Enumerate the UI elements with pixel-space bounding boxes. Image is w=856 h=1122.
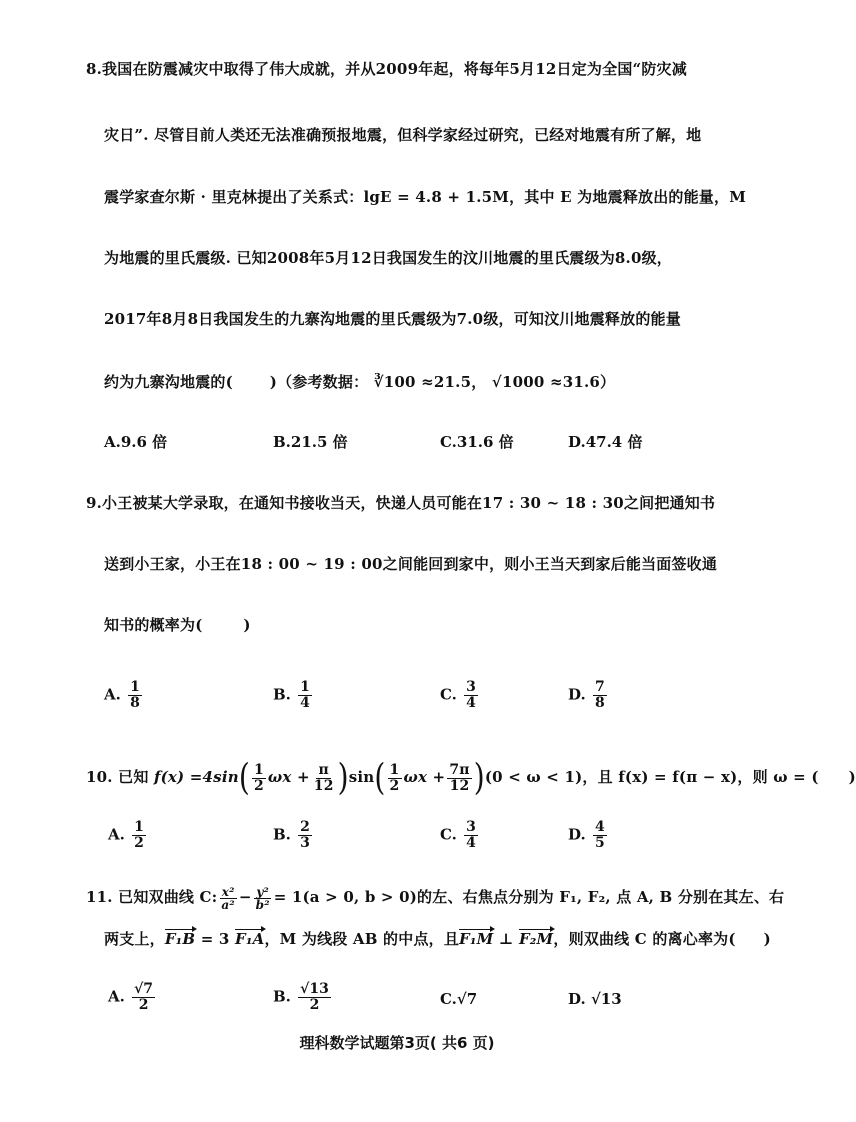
q10-frac-1-num: 1 xyxy=(253,761,264,778)
q11-frac-y xyxy=(254,886,272,911)
q10-close-paren: ) xyxy=(848,768,856,786)
q11-option-a-label: A. xyxy=(108,987,125,1006)
q11-option-c-value: √7 xyxy=(456,990,478,1008)
q10-stem xyxy=(86,755,856,799)
q10-b-num: 2 xyxy=(300,819,310,835)
q10-option-b xyxy=(273,820,314,851)
q11-line-2-start: 两支上， xyxy=(104,930,165,948)
q9-line-1: 9.小王被某大学录取，在通知书接收当天，快递人员可能在17 : 30 ~ 18 : 30之间把通知书 xyxy=(86,494,716,512)
q10-frac-3 xyxy=(388,763,402,794)
q11-midpoint-text: ，M 为线段 AB 的中点，且 xyxy=(264,930,460,948)
q8-line-4: 为地震的里氏震级. 已知2008年5月12日我国发生的汶川地震的里氏震级为8.0级， xyxy=(104,249,673,267)
q11-option-c-label: C. xyxy=(440,990,457,1008)
q9-option-b-label: B. xyxy=(273,685,291,704)
q11-vector-f1a: F₁A xyxy=(234,930,265,948)
q11-prefix: 11. 已知双曲线 C: xyxy=(86,888,218,906)
q9-c-den: 4 xyxy=(466,695,476,711)
q10-a-num: 1 xyxy=(134,819,144,835)
q8-stem-end: 约为九寨沟地震的( xyxy=(104,373,233,391)
q11-option-b xyxy=(273,982,333,1013)
q11-a-den: 2 xyxy=(138,997,149,1013)
q10-paren-open-2: ( xyxy=(374,755,386,799)
q11-a2: a² xyxy=(221,897,235,912)
q10-prefix: 10. 已知 xyxy=(86,768,149,786)
q10-option-a-fraction xyxy=(132,820,146,851)
q11-line-2 xyxy=(104,928,771,950)
q10-option-d-fraction xyxy=(593,820,607,851)
q10-option-c-fraction xyxy=(464,820,478,851)
q10-omega-x-2: ωx + xyxy=(403,768,446,786)
q9-option-c-label: C. xyxy=(440,685,457,704)
q9-line-3 xyxy=(104,614,251,636)
q11-option-a xyxy=(108,982,157,1013)
q9-option-b-fraction xyxy=(298,680,312,711)
q11-close-paren: ) xyxy=(763,930,771,948)
q10-frac-2-den: 12 xyxy=(313,777,334,794)
q11-frac-x xyxy=(219,886,236,911)
q11-option-a-fraction xyxy=(132,982,155,1013)
q10-option-c xyxy=(440,820,480,851)
q10-paren-close-2: ) xyxy=(473,755,485,799)
q8-option-d: D.47.4 倍 xyxy=(568,433,643,451)
q10-option-d-label: D. xyxy=(568,825,586,844)
q10-frac-4-den: 12 xyxy=(449,777,470,794)
q10-option-b-label: B. xyxy=(273,825,291,844)
q10-frac-1 xyxy=(252,763,266,794)
q8-line-5: 2017年8月8日我国发生的九寨沟地震的里氏震级为7.0级，可知汶川地震释放的能量 xyxy=(104,310,681,328)
q9-option-a xyxy=(104,680,144,711)
q10-omega-x-1: ωx + xyxy=(267,768,310,786)
q11-y2: y² xyxy=(256,884,269,899)
q11-b-num: √13 xyxy=(300,981,329,997)
q9-line-2: 送到小王家，小王在18 : 00 ~ 19 : 00之间能回到家中，则小王当天到家后能当面签收通 xyxy=(104,555,718,573)
q8-option-a: A.9.6 倍 xyxy=(104,433,168,451)
q10-frac-3-den: 2 xyxy=(389,777,400,794)
q11-minus: − xyxy=(238,888,252,906)
q9-option-c xyxy=(440,680,480,711)
q8-sqrt-value: ≈31.6） xyxy=(549,373,616,391)
q8-option-c: C.31.6 倍 xyxy=(440,433,514,451)
q10-c-num: 3 xyxy=(466,819,476,835)
q11-option-d-value: √13 xyxy=(590,990,622,1008)
q10-option-a-label: A. xyxy=(108,825,125,844)
q11-line-1-tail: = 1(a > 0, b > 0)的左、右焦点分别为 F₁, F₂, 点 A, B 分别在其左、右 xyxy=(273,888,785,906)
q10-a-den: 2 xyxy=(134,835,144,851)
q9-c-num: 3 xyxy=(466,679,476,695)
q11-option-b-label: B. xyxy=(273,987,291,1006)
q8-option-b: B.21.5 倍 xyxy=(273,433,348,451)
q8-line-2: 灾日”. 尽管目前人类还无法准确预报地震，但科学家经过研究，已经对地震有所了解，地 xyxy=(104,126,702,144)
q9-option-d xyxy=(568,680,609,711)
q11-option-d-label: D. xyxy=(568,990,586,1008)
q11-option-d xyxy=(568,988,622,1010)
q8-reference-label: )（参考数据： xyxy=(269,373,369,391)
q9-stem-end: 知书的概率为( xyxy=(104,616,203,634)
q11-perp-symbol: ⊥ xyxy=(493,930,519,948)
q10-frac-3-num: 1 xyxy=(389,761,400,778)
q10-frac-4 xyxy=(447,763,471,794)
q9-a-num: 1 xyxy=(130,679,140,695)
q10-option-d xyxy=(568,820,609,851)
page-footer: 理科数学试题第3页( 共6 页) xyxy=(299,1034,495,1052)
q11-vector-f2m: F₂M xyxy=(518,930,554,948)
q11-b-den: 2 xyxy=(309,997,320,1013)
q9-d-num: 7 xyxy=(594,679,605,695)
q10-option-b-fraction xyxy=(298,820,312,851)
q10-frac-4-num: 7π xyxy=(449,761,470,778)
q10-sin-2: sin xyxy=(348,768,375,786)
q11-x2: x² xyxy=(221,884,235,899)
q10-condition: (0 < ω < 1)，且 f(x) = f(π − x)，则 ω = ( xyxy=(484,768,819,786)
q11-line-1 xyxy=(86,880,784,914)
q9-option-a-label: A. xyxy=(104,685,121,704)
q8-cuberoot-value: ≈21.5， xyxy=(421,373,487,391)
q9-option-d-label: D. xyxy=(568,685,586,704)
q10-paren-close-1: ) xyxy=(337,755,349,799)
q9-option-b xyxy=(273,680,314,711)
q11-vector-f1m: F₁M xyxy=(459,930,494,948)
q11-vector-f1b: F₁B xyxy=(164,930,196,948)
q10-d-den: 5 xyxy=(594,835,605,851)
q8-sqrt-1000: √1000 xyxy=(491,373,545,391)
q10-frac-2 xyxy=(312,763,336,794)
q10-option-c-label: C. xyxy=(440,825,457,844)
q9-option-c-fraction xyxy=(464,680,478,711)
q11-option-b-fraction xyxy=(298,982,331,1013)
q10-d-num: 4 xyxy=(594,819,605,835)
q11-option-c xyxy=(440,988,477,1010)
q11-b2: b² xyxy=(255,897,270,912)
q9-b-den: 4 xyxy=(300,695,310,711)
q10-paren-open-1: ( xyxy=(238,755,250,799)
q8-line-1: 8.我国在防震减灾中取得了伟大成就，并从2009年起，将每年5月12日定为全国“防灾减 xyxy=(86,60,687,78)
q9-b-num: 1 xyxy=(300,679,310,695)
q9-option-a-fraction xyxy=(128,680,142,711)
q8-cuberoot-100: ∛100 xyxy=(373,373,416,391)
q10-b-den: 3 xyxy=(300,835,310,851)
q11-a-num: √7 xyxy=(134,981,154,997)
q11-question-end: ，则双曲线 C 的离心率为( xyxy=(553,930,736,948)
q11-equals-3: = 3 xyxy=(195,930,235,948)
q8-line-6 xyxy=(104,371,615,393)
q10-frac-1-den: 2 xyxy=(253,777,264,794)
q10-option-a xyxy=(108,820,148,851)
q10-function-lhs: f(x) =4sin xyxy=(153,768,239,786)
q10-c-den: 4 xyxy=(466,835,476,851)
q9-option-d-fraction xyxy=(593,680,607,711)
q10-frac-2-num: π xyxy=(318,761,329,778)
q9-close-paren: ) xyxy=(243,616,251,634)
q9-d-den: 8 xyxy=(594,695,605,711)
q9-a-den: 8 xyxy=(130,695,140,711)
q8-line-3: 震学家查尔斯 · 里克林提出了关系式：lgE = 4.8 + 1.5M，其中 E 为地震释放出的能量，M xyxy=(104,188,746,206)
